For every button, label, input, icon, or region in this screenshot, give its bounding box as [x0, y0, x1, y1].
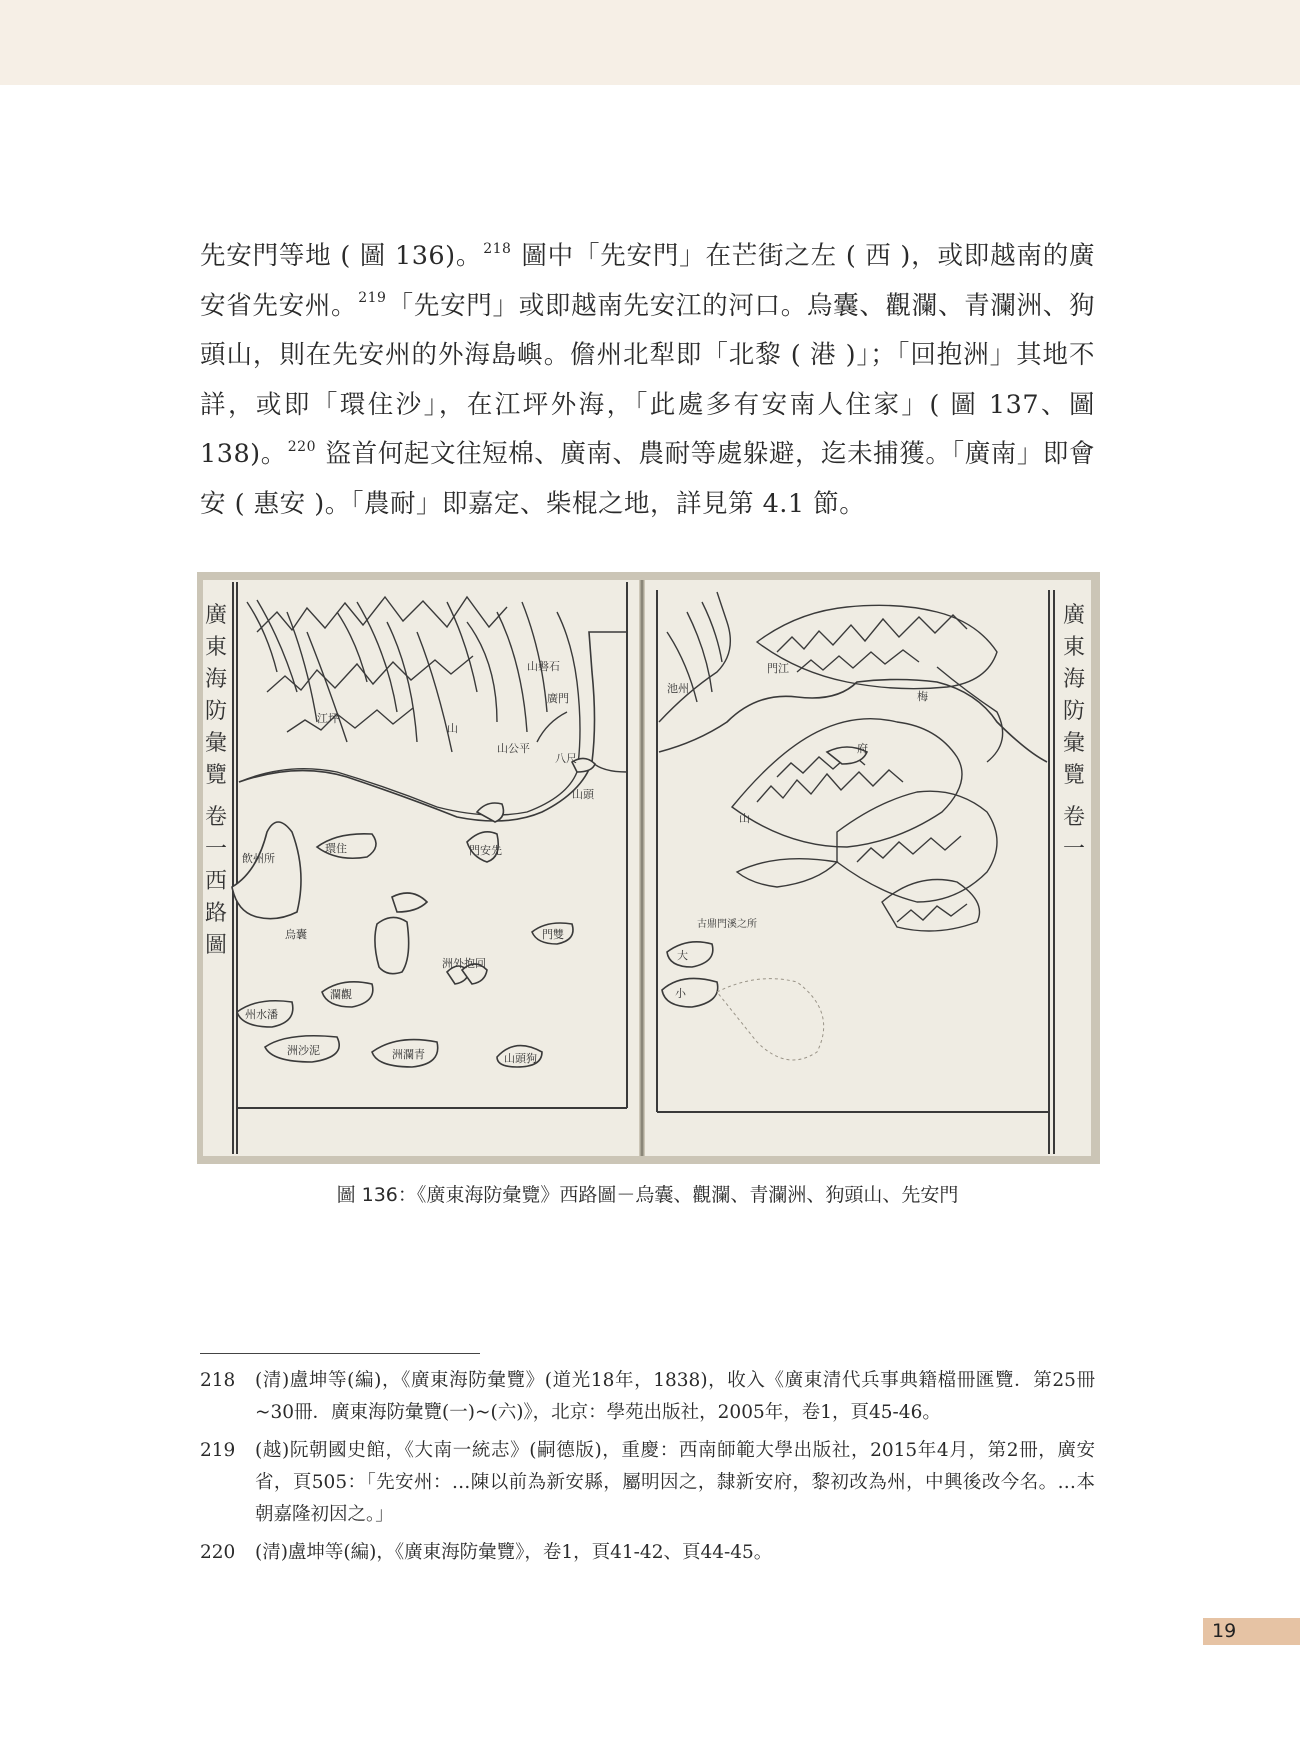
footnote-218 [200, 1365, 1095, 1429]
map-label: 梅 [917, 690, 928, 703]
map-label: 江坪 [317, 712, 339, 725]
map-label: 門雙 [542, 928, 564, 941]
svg-text:海: 海 [1063, 667, 1086, 692]
svg-text:卷: 卷 [205, 805, 228, 830]
footnote-220 [200, 1537, 1095, 1569]
map-figure [197, 572, 1100, 1164]
text-run: 「先安門」或即越南先安江的河口。烏囊、觀瀾、青瀾洲、狗頭山，則在先安州的外海島嶼。儋州北犁即「北黎 ( 港 )」；「回抱洲」其地不詳，或即「環住沙」，在江坪外海，「此處多有安南人住家」( 圖 137、圖 138)。 [200, 290, 1095, 469]
map-label: 門安先 [469, 844, 502, 857]
svg-text:一: 一 [205, 837, 228, 862]
footnote-text: (清)盧坤等(編)，《廣東海防彙覽》(道光18年，1838)，收入《廣東清代兵事典籍檔冊匯覽．第25冊~30冊．廣東海防彙覽(一)~(六)》，北京：學苑出版社，2005年，卷1，頁45-46。 [255, 1370, 1095, 1423]
footnotes [200, 1365, 1095, 1575]
map-label: 洲外抱回 [442, 957, 486, 970]
map-label: 池州 [667, 682, 689, 695]
svg-text:海: 海 [205, 667, 228, 692]
map-label: 廣門 [547, 692, 569, 705]
svg-text:覽: 覽 [205, 763, 228, 788]
svg-text:東: 東 [1063, 635, 1086, 660]
svg-text:防: 防 [205, 699, 228, 724]
page-number: 19 [1203, 1618, 1300, 1645]
map-label: 小 [675, 987, 686, 1000]
svg-text:東: 東 [205, 635, 228, 660]
map-label: 州水潘 [245, 1008, 278, 1021]
map-label: 府 [857, 742, 868, 755]
svg-text:覽: 覽 [1063, 763, 1086, 788]
left-side-title [205, 603, 228, 958]
text-run: 圖中「先安門」在芒街之左 ( 西 )，或即越南的廣安省先安州。 [200, 241, 1095, 321]
footnote-ref-218[interactable]: 218 [483, 240, 512, 257]
map-label: 洲瀾青 [392, 1048, 425, 1061]
text-run: 先安門等地 ( 圖 136)。 [200, 241, 483, 271]
footnote-divider [200, 1353, 480, 1354]
svg-text:卷: 卷 [1063, 805, 1086, 830]
text-run: 盜首何起文往短棉、廣南、農耐等處躲避，迄未捕獲。「廣南」即會安 ( 惠安 )。「農耐」即嘉定、柴棍之地，詳見第 4.1 節。 [200, 439, 1095, 519]
map-label: 山磐石 [527, 660, 560, 673]
footnote-number: 219 [200, 1440, 236, 1461]
map-label: 瀾觀 [330, 988, 352, 1001]
map-label: 環住 [325, 842, 347, 855]
map-label: 飲州所 [242, 852, 275, 865]
footnote-219 [200, 1435, 1095, 1531]
svg-text:彙: 彙 [1063, 731, 1086, 756]
svg-text:彙: 彙 [205, 731, 228, 756]
map-label: 山公平 [497, 742, 530, 755]
body-paragraph [200, 232, 1095, 529]
right-map-page [645, 580, 1091, 1156]
svg-text:圖: 圖 [205, 933, 228, 958]
map-label: 山頭狗 [504, 1052, 537, 1065]
map-label: 山 [447, 722, 458, 735]
svg-text:廣: 廣 [1063, 603, 1086, 628]
right-side-title [1063, 603, 1086, 862]
paragraph-text [200, 232, 1095, 529]
footnote-number: 220 [200, 1542, 236, 1563]
footnote-number: 218 [200, 1370, 236, 1391]
footnote-text: (越)阮朝國史館，《大南一統志》(嗣德版)，重慶：西南師範大學出版社，2015年4月，第2冊，廣安省，頁505：「先安州：…陳以前為新安縣，屬明因之，隸新安府，黎初改為州，中興後改今名。…本朝嘉隆初因之。」 [255, 1440, 1095, 1525]
map-label: 古鼎門溪之所 [697, 919, 757, 930]
footnote-text: (清)盧坤等(編)，《廣東海防彙覽》，卷1，頁41-42、頁44-45。 [255, 1542, 773, 1563]
footnote-ref-219[interactable]: 219 [358, 290, 387, 307]
svg-text:一: 一 [1063, 837, 1086, 862]
map-label: 大 [677, 949, 688, 962]
svg-text:路: 路 [205, 901, 228, 926]
map-label: 烏囊 [285, 928, 307, 941]
map-label: 八尺 [555, 752, 577, 765]
header-band [0, 0, 1300, 85]
svg-text:防: 防 [1063, 699, 1086, 724]
svg-text:廣: 廣 [205, 603, 228, 628]
map-label: 門江 [767, 662, 789, 675]
map-label: 山頭 [572, 788, 594, 801]
svg-text:西: 西 [205, 869, 228, 894]
footnote-ref-220[interactable]: 220 [287, 438, 316, 455]
map-illustration [197, 572, 1100, 1164]
map-label: 洲沙泥 [287, 1044, 320, 1057]
figure-caption: 圖 136：《廣東海防彙覽》西路圖－烏囊、觀瀾、青瀾洲、狗頭山、先安門 [336, 1184, 959, 1206]
map-label: 山 [739, 812, 750, 825]
